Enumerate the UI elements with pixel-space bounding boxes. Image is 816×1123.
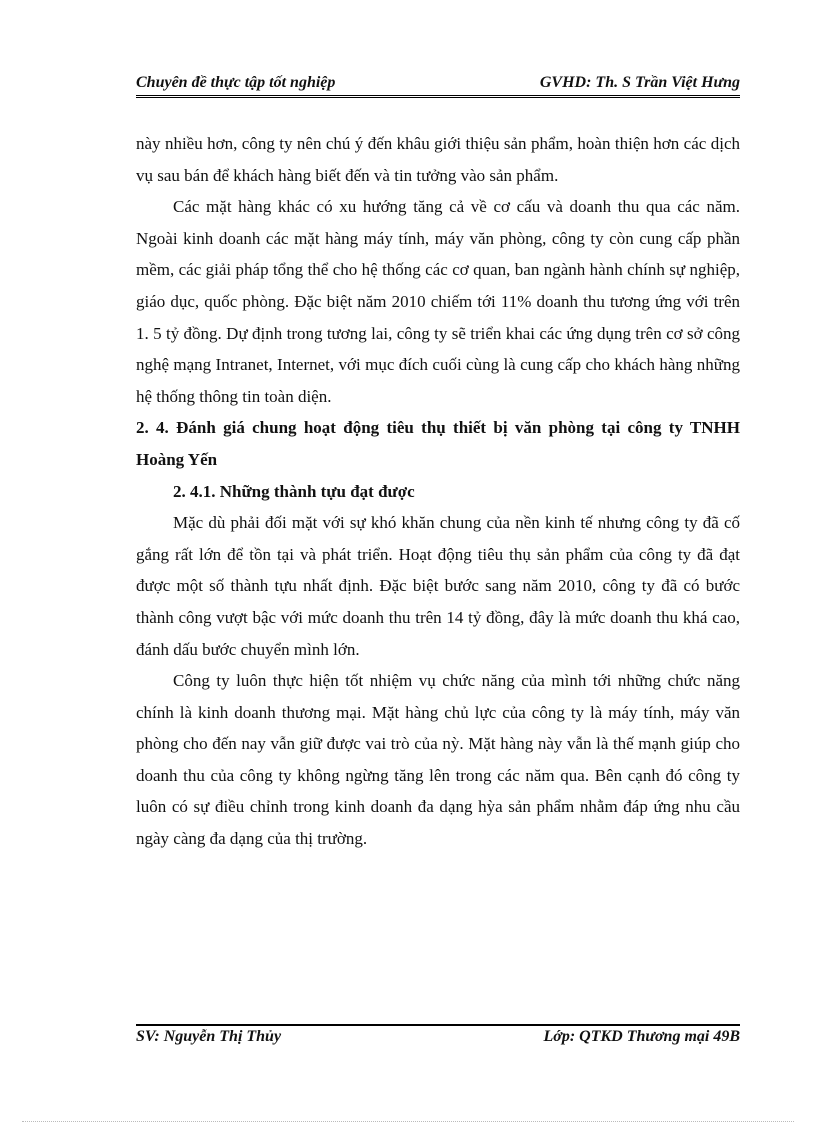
page-footer xyxy=(136,1024,740,1046)
header-report-title: Chuyên đề thực tập tốt nghiệp xyxy=(136,74,336,91)
paragraph-continued: này nhiều hơn, công ty nên chú ý đến khâu giới thiệu sản phẩm, hoàn thiện hơn các dịch vụ sau bán để khách hàng biết đến và tin tưởng vào sản phẩm. xyxy=(136,134,740,185)
footer-student: SV: Nguyễn Thị Thủy xyxy=(136,1028,282,1045)
paragraph-company-duties: Công ty luôn thực hiện tốt nhiệm vụ chức năng của mình tới những chức năng chính là kinh doanh thương mại. Mặt hàng chủ lực của công ty là máy tính, máy văn phòng cho đến nay vẫn giữ được vai trò của nỳ. Mặt hàng này vẫn là thế mạnh giúp cho doanh thu của công ty không ngừng tăng lên trong các năm qua. Bên cạnh đó công ty luôn có sự điều chỉnh trong kinh doanh đa dạng hỳa sản phẩm nhằm đáp ứng nhu cầu ngày càng đa dạng của thị trường. xyxy=(136,671,740,849)
page-bottom-divider xyxy=(22,1121,794,1122)
footer-class: Lớp: QTKD Thương mại 49B xyxy=(543,1028,740,1045)
section-heading-2-4: 2. 4. Đánh giá chung hoạt động tiêu thụ thiết bị văn phòng tại công ty TNHH Hoàng Yến xyxy=(136,418,740,469)
subsection-heading-2-4-1: 2. 4.1. Những thành tựu đạt được xyxy=(173,481,415,501)
page-content xyxy=(136,128,740,855)
paragraph-other-products: Các mặt hàng khác có xu hướng tăng cả về cơ cấu và doanh thu qua các năm. Ngoài kinh doanh các mặt hàng máy tính, máy văn phòng, công ty còn cung cấp phần mềm, các giải pháp tổng thể cho hệ thống các cơ quan, ban ngành hành chính sự nghiệp, giáo dục, quốc phòng. Đặc biệt năm 2010 chiếm tới 11% doanh thu tương ứng với trên 1. 5 tỷ đồng. Dự định trong tương lai, công ty sẽ triển khai các ứng dụng trên cơ sở công nghệ mạng Intranet, Internet, với mục đích cuối cùng là cung cấp cho khách hàng những hệ thống thông tin toàn diện. xyxy=(136,197,740,406)
header-advisor: GVHD: Th. S Trần Việt Hưng xyxy=(539,74,740,91)
paragraph-achievements: Mặc dù phải đối mặt với sự khó khăn chung của nền kinh tế nhưng công ty đã cố gắng rất lớn để tồn tại và phát triển. Hoạt động tiêu thụ sản phẩm của công ty đã đạt được một số thành tựu nhất định. Đặc biệt bước sang năm 2010, công ty đã có bước thành công vượt bậc với mức doanh thu trên 14 tỷ đồng, đây là mức doanh thu khá cao, đánh dấu bước chuyển mình lớn. xyxy=(136,513,740,659)
page-header xyxy=(136,74,740,98)
